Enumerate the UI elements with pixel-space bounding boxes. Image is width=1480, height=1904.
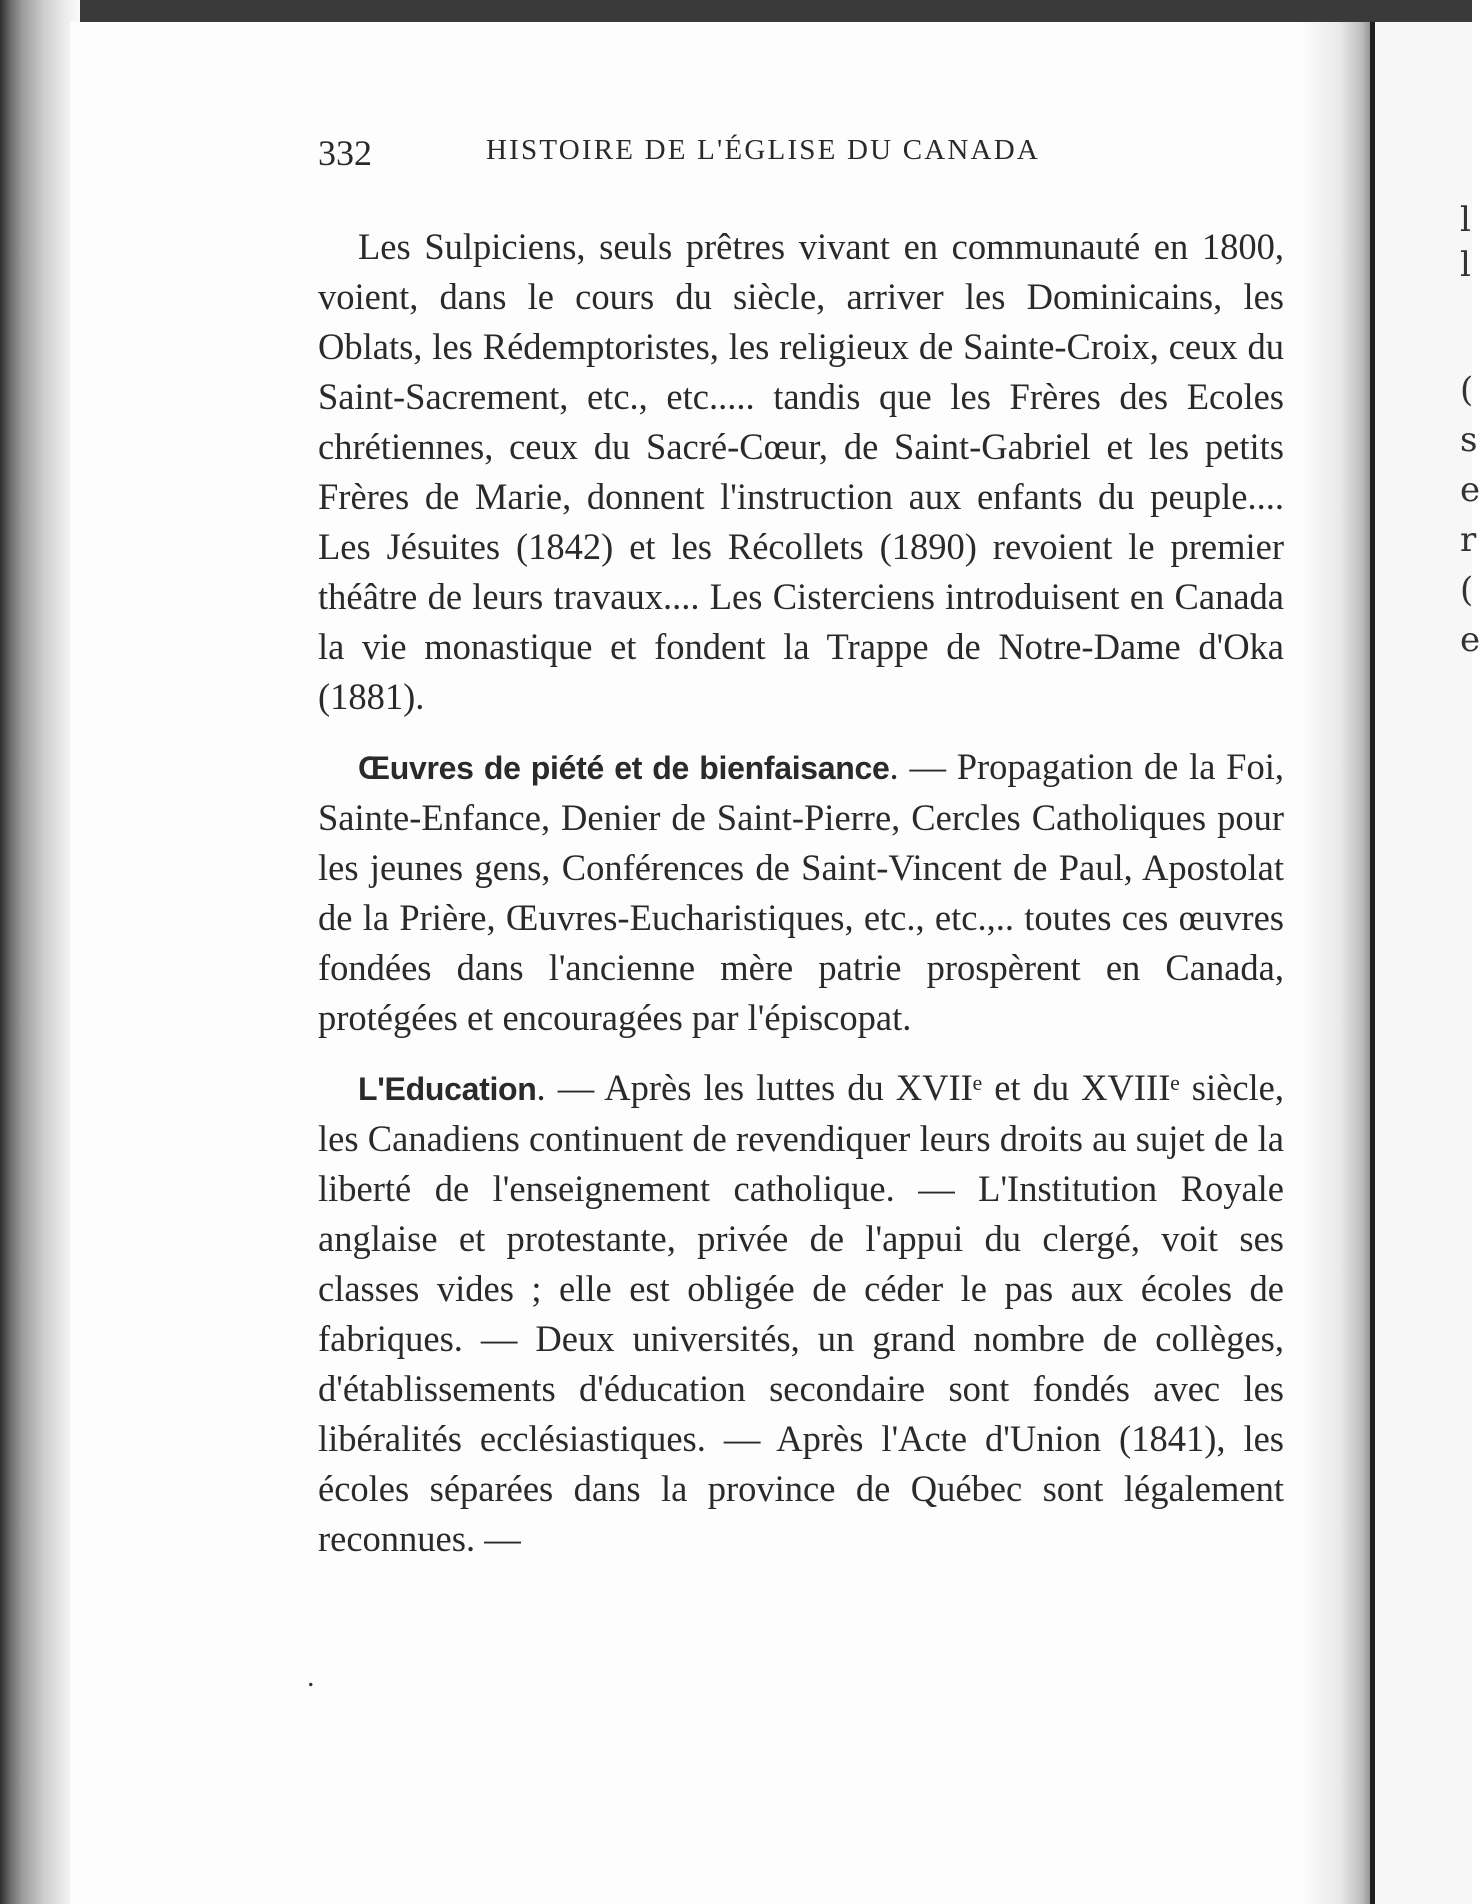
page-header bbox=[318, 120, 1284, 180]
facing-page-fragment: ( bbox=[1460, 370, 1474, 410]
facing-page-fragment: ( bbox=[1460, 570, 1474, 610]
section-heading: L'Education bbox=[358, 1071, 537, 1107]
facing-page-fragment: e bbox=[1460, 620, 1480, 660]
section-heading: Œuvres de piété et de bienfaisance bbox=[358, 750, 890, 786]
paragraph-education bbox=[318, 1063, 1284, 1564]
stray-mark: . bbox=[307, 1660, 315, 1693]
facing-page-fragment: r bbox=[1460, 520, 1477, 560]
facing-page-fragment: l bbox=[1460, 245, 1471, 285]
page-stack-edge bbox=[0, 0, 80, 1904]
page-text-block bbox=[318, 120, 1284, 1564]
facing-page-fragment: e bbox=[1460, 470, 1480, 510]
paragraph-text: . — Après les luttes du XVIIᵉ et du XVIIIᵉ siècle, les Canadiens continuent de revendiquer leurs droits au sujet de la liberté de l'enseignement catholique. — L'Institution Royale anglaise et protestante, privée de l'appui du clergé, voit ses classes vides ; elle est obligée de céder le pas aux écoles de fabriques. — Deux universités, un grand nombre de collèges, d'établissements d'éducation secondaire sont fondés avec les libéralités ecclésiastiques. — Après l'Acte d'Union (1841), les écoles séparées dans la province de Québec sont légalement reconnues. — bbox=[318, 1067, 1284, 1559]
facing-page-edge bbox=[1375, 22, 1472, 1904]
page-number: 332 bbox=[318, 133, 372, 173]
running-title: HISTOIRE DE L'ÉGLISE DU CANADA bbox=[486, 134, 1040, 166]
facing-page-fragment: s bbox=[1460, 420, 1478, 460]
paragraph-religious-orders bbox=[318, 222, 1284, 722]
facing-page-fragment: l bbox=[1460, 200, 1471, 240]
paragraph-text: . — Propagation de la Foi, Sainte-Enfance, Denier de Saint-Pierre, Cercles Catholiques pour les jeunes gens, Conférences de Saint-Vincent de Paul, Apostolat de la Prière, Œuvres-Eucharistiques, etc., etc.,.. toutes ces œuvres fondées dans l'ancienne mère patrie prospèrent en Canada, protégées et encouragées par l'épiscopat. bbox=[318, 746, 1284, 1038]
gutter-shadow bbox=[1300, 22, 1372, 1904]
paragraph-pious-works bbox=[318, 742, 1284, 1043]
paragraph-text: Les Sulpiciens, seuls prêtres vivant en communauté en 1800, voient, dans le cours du siècle, arriver les Dominicains, les Oblats, les Rédemptoristes, les religieux de Sainte-Croix, ceux du Saint-Sacrement, etc., etc..... tandis que les Frères des Ecoles chrétiennes, ceux du Sacré-Cœur, de Saint-Gabriel et les petits Frères de Marie, donnent l'instruction aux enfants du peuple.... Les Jésuites (1842) et les Récollets (1890) revoient le premier théâtre de leurs travaux.... Les Cisterciens introduisent en Canada la vie monastique et fondent la Trappe de Notre-Dame d'Oka (1881). bbox=[318, 226, 1284, 717]
